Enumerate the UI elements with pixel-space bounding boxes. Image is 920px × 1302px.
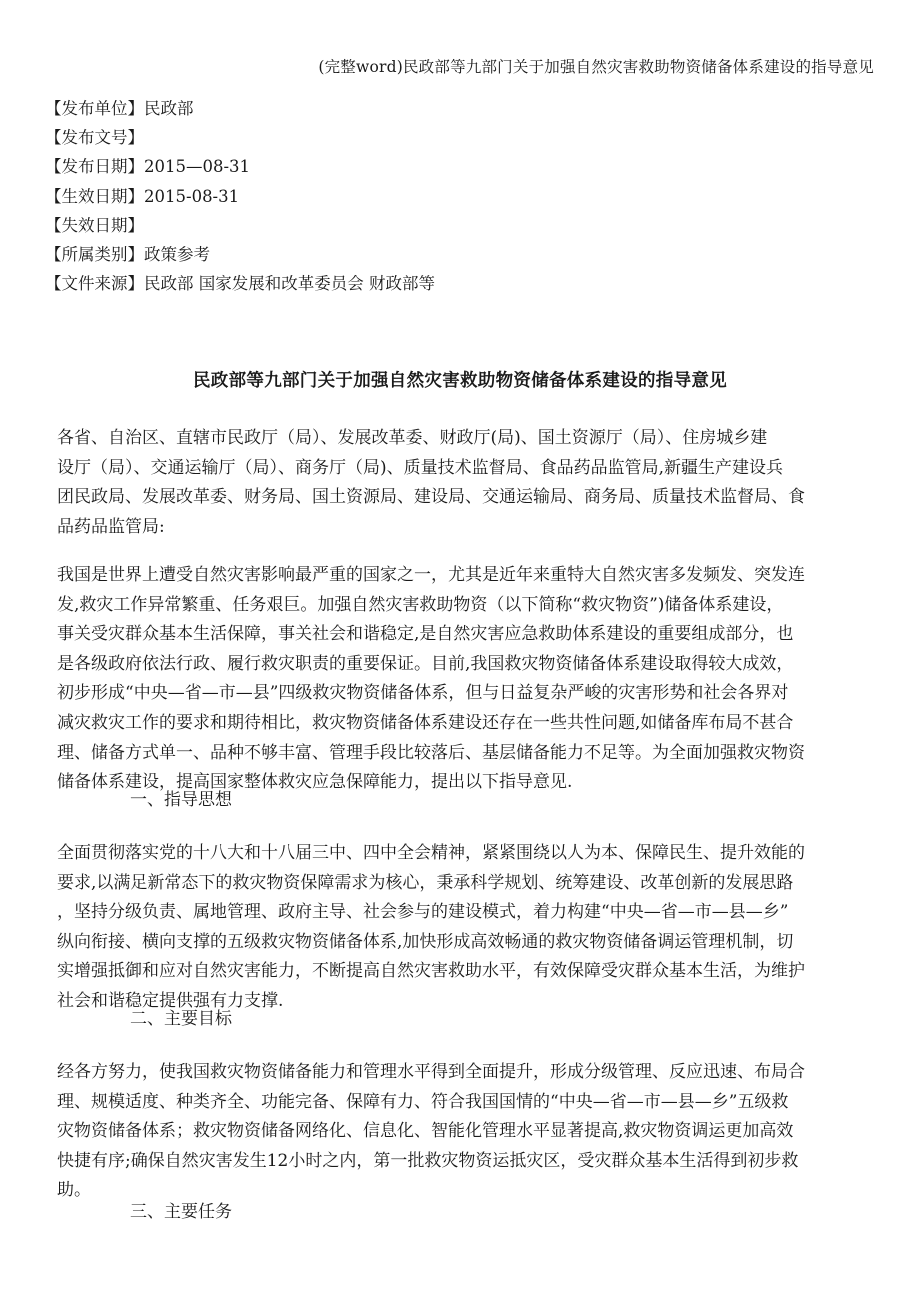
section-heading-main-tasks: 三、主要任务 bbox=[130, 1202, 232, 1222]
text-line: 纵向衔接、横向支撑的五级救灾物资储备体系,加快形成高效畅通的救灾物资储备调运管理机制，切 bbox=[57, 931, 794, 952]
text-line: 经各方努力，使我国救灾物资储备能力和管理水平得到全面提升，形成分级管理、反应迅速、布局合 bbox=[57, 1062, 805, 1082]
meta-publish-date: 【发布日期】2015—08-31 bbox=[45, 157, 251, 177]
section-heading-guiding-ideology: 一、指导思想 bbox=[130, 790, 232, 810]
text-line: 实增强抵御和应对自然灾害能力，不断提高自然灾害救助水平，有效保障受灾群众基本生活，为维护 bbox=[57, 961, 805, 982]
meta-expiry-date: 【失效日期】 bbox=[45, 215, 144, 235]
text-line: 品药品监管局: bbox=[57, 516, 165, 537]
meta-issuer: 【发布单位】民政部 bbox=[45, 99, 194, 118]
text-line: ，坚持分级负责、属地管理、政府主导、社会参与的建设模式，着力构建“中央—省—市—县—乡” bbox=[57, 902, 789, 923]
text-line: 要求,以满足新常态下的救灾物资保障需求为核心，秉承科学规划、统筹建设、改革创新的发展思路 bbox=[57, 872, 794, 893]
text-line: 减灾救灾工作的要求和期待相比，救灾物资储备体系建设还存在一些共性问题,如储备库布局不甚合 bbox=[57, 712, 794, 733]
text-line: 社会和谐稳定提供强有力支撑. bbox=[57, 990, 284, 1011]
text-line: 设厅（局）、交通运输厅（局）、商务厅（局)、质量技术监督局、食品药品监管局,新疆生产建设兵 bbox=[57, 457, 784, 478]
intro-paragraph bbox=[57, 561, 867, 798]
text-line: 理、规模适度、种类齐全、功能完备、保障有力、符合我国国情的“中央—省—市—县—乡”五级救 bbox=[57, 1091, 789, 1112]
text-line: 助。 bbox=[57, 1180, 91, 1201]
text-line: 事关受灾群众基本生活保障，事关社会和谐稳定,是自然灾害应急救助体系建设的重要组成部分，也 bbox=[57, 624, 794, 645]
text-line: 我国是世界上遭受自然灾害影响最严重的国家之一，尤其是近年来重特大自然灾害多发频发、突发连 bbox=[57, 565, 805, 585]
text-line: 灾物资储备体系；救灾物资储备网络化、信息化、智能化管理水平显著提高,救灾物资调运更加高效 bbox=[57, 1121, 794, 1142]
text-line: 全面贯彻落实党的十八大和十八届三中、四中全会精神，紧紧围绕以人为本、保障民生、提升效能的 bbox=[57, 843, 805, 863]
text-line: 各省、自治区、直辖市民政厅（局）、发展改革委、财政厅(局)、国土资源厅（局）、住房城乡建 bbox=[57, 428, 768, 448]
addressee-paragraph bbox=[57, 424, 867, 542]
text-line: 理、储备方式单一、品种不够丰富、管理手段比较落后、基层储备能力不足等。为全面加强救灾物资 bbox=[57, 742, 805, 763]
text-line: 是各级政府依法行政、履行救灾职责的重要保证。目前,我国救灾物资储备体系建设取得较大成效， bbox=[57, 653, 794, 674]
document-title: 民政部等九部门关于加强自然灾害救助物资储备体系建设的指导意见 bbox=[193, 371, 727, 391]
text-line: 快捷有序;确保自然灾害发生12小时之内，第一批救灾物资运抵灾区，受灾群众基本生活得到初步救 bbox=[57, 1150, 799, 1171]
main-goals-paragraph bbox=[57, 1058, 867, 1206]
text-line: 发,救灾工作异常繁重、任务艰巨。加强自然灾害救助物资（以下简称“救灾物资”)储备体系建设， bbox=[57, 594, 784, 615]
section-heading-main-goals: 二、主要目标 bbox=[130, 1009, 232, 1029]
meta-source: 【文件来源】民政部 国家发展和改革委员会 财政部等 bbox=[45, 274, 435, 294]
meta-effective-date: 【生效日期】2015-08-31 bbox=[45, 186, 240, 206]
metadata-block bbox=[45, 94, 435, 298]
text-line: 团民政局、发展改革委、财务局、国土资源局、建设局、交通运输局、商务局、质量技术监督局、食 bbox=[57, 487, 805, 508]
guiding-ideology-paragraph bbox=[57, 839, 867, 1017]
meta-doc-number: 【发布文号】 bbox=[45, 128, 144, 148]
meta-category: 【所属类别】政策参考 bbox=[45, 244, 210, 264]
text-line: 储备体系建设，提高国家整体救灾应急保障能力，提出以下指导意见. bbox=[57, 772, 573, 793]
running-header: (完整word)民政部等九部门关于加强自然灾害救助物资储备体系建设的指导意见 bbox=[318, 58, 874, 76]
text-line: 初步形成“中央—省—市—县”四级救灾物资储备体系，但与日益复杂严峻的灾害形势和社会各界对 bbox=[57, 683, 789, 704]
